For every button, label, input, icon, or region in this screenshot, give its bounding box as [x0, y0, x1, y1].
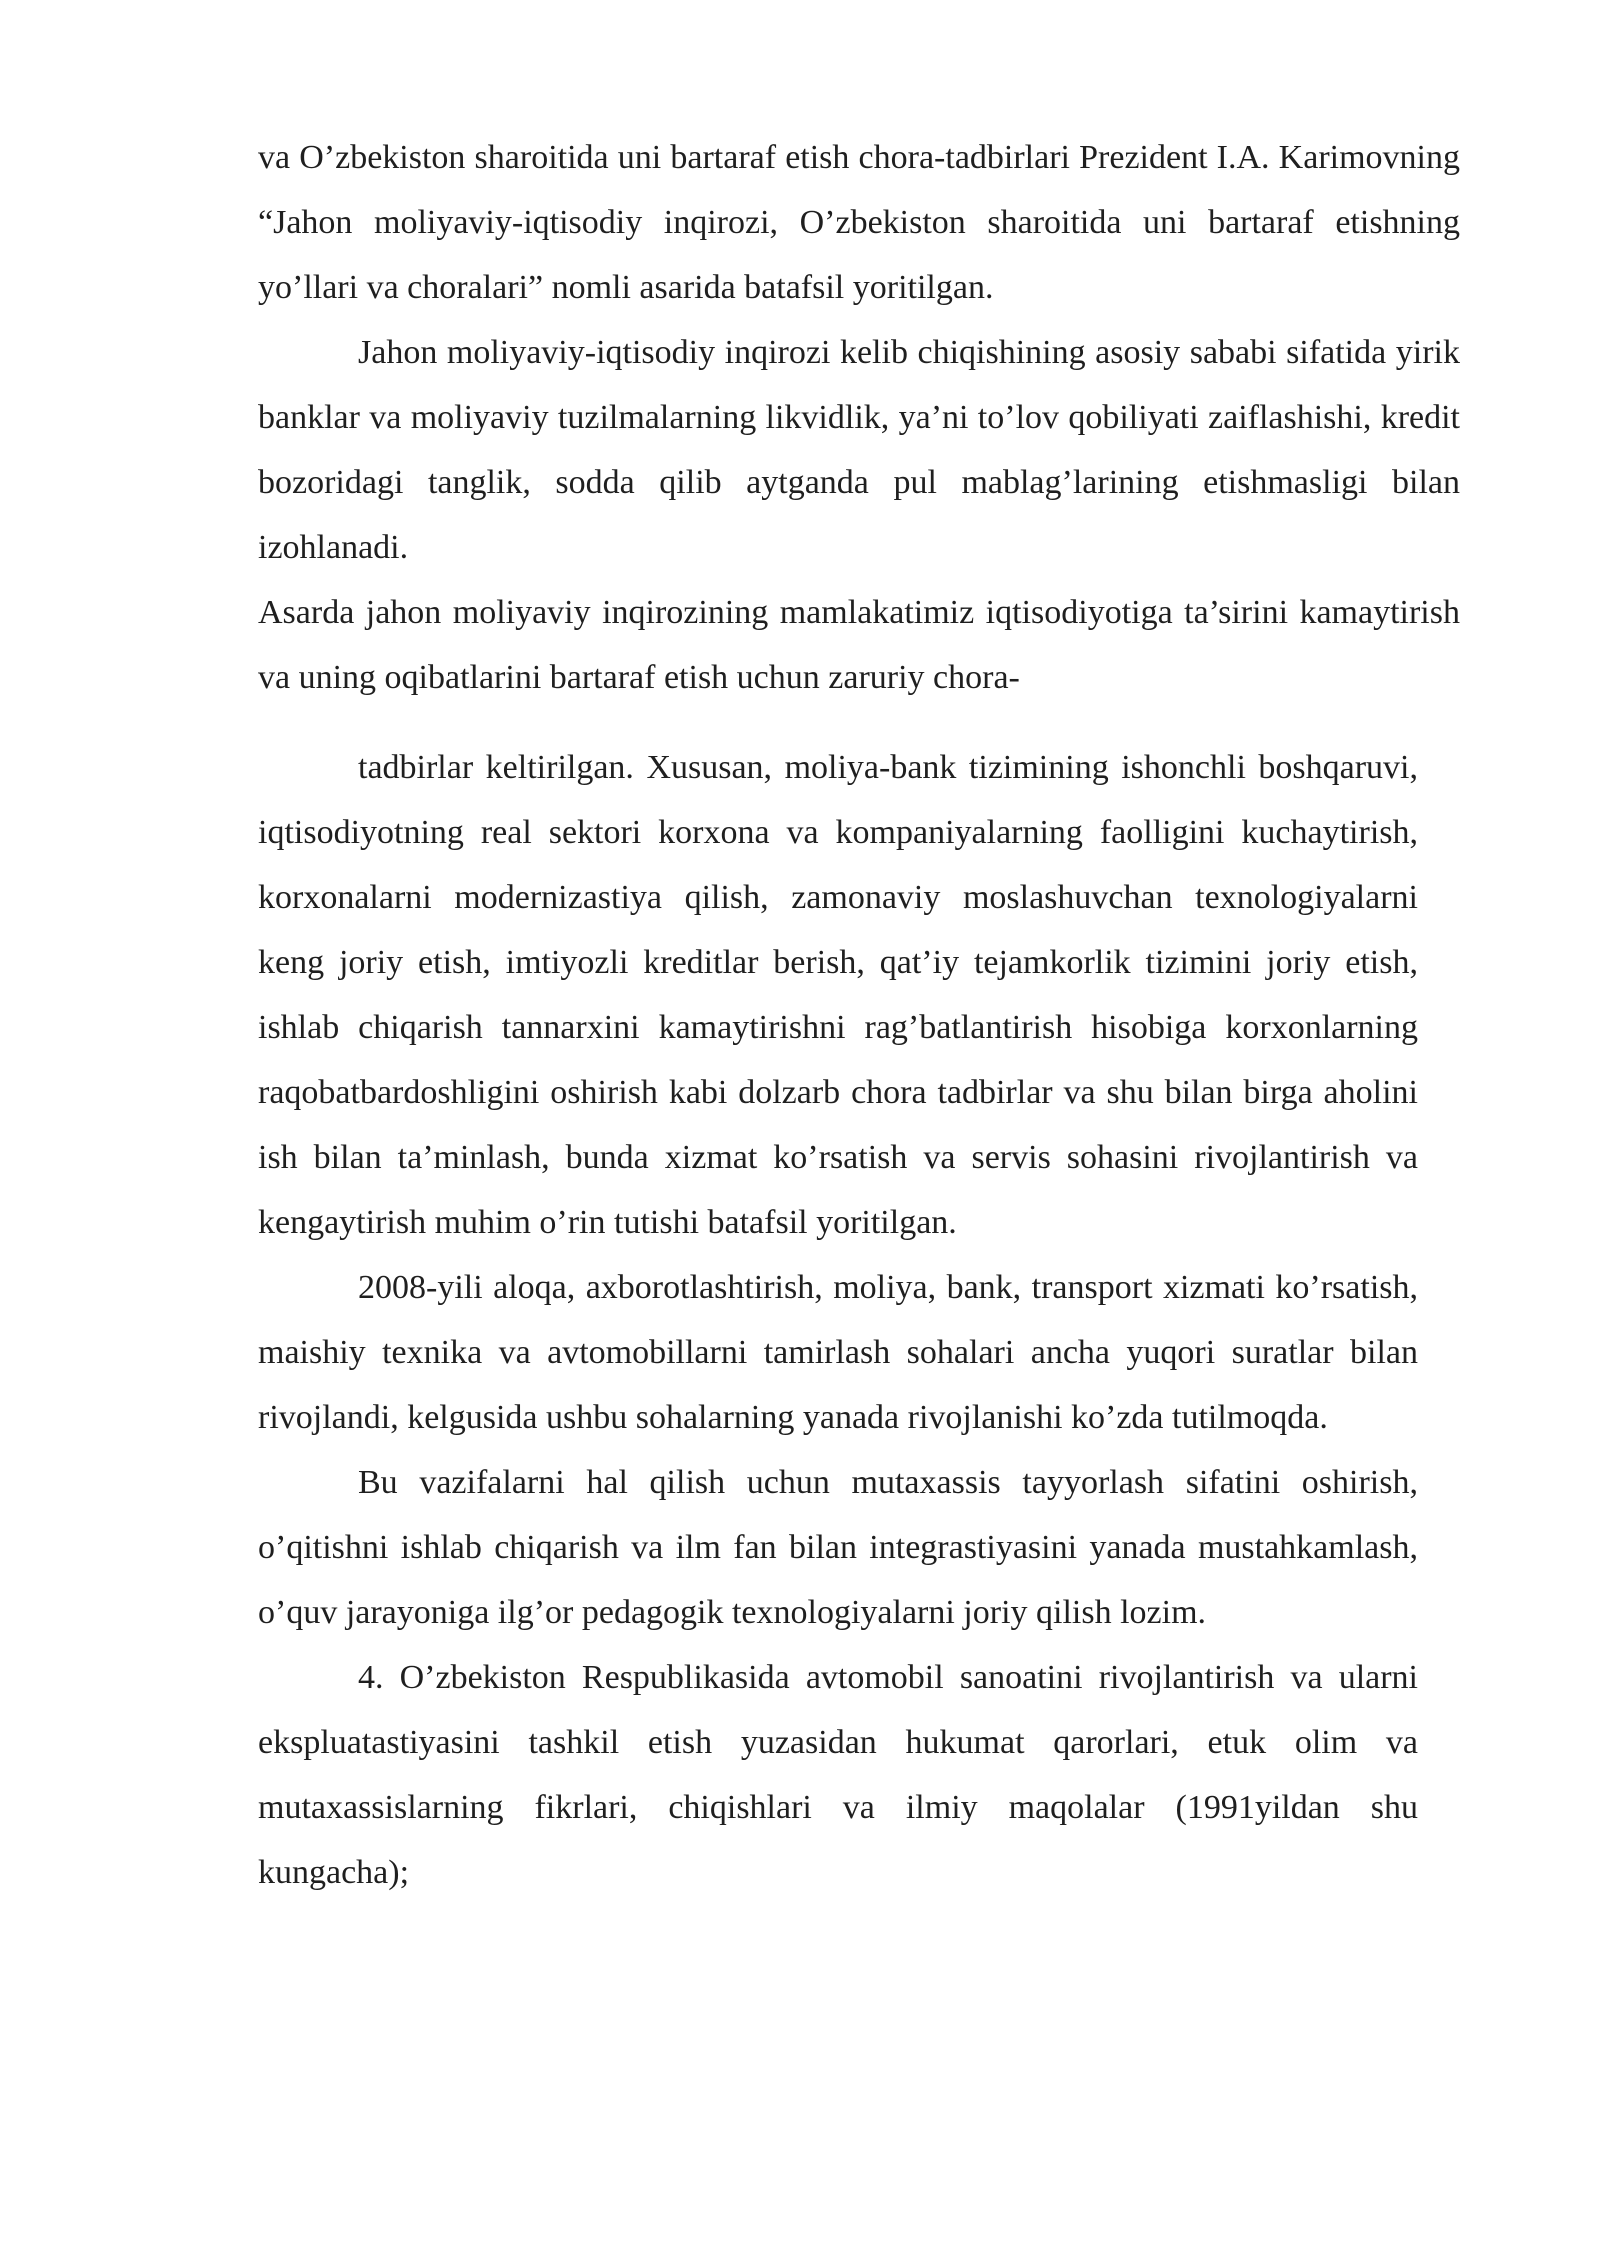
paragraph-crisis-cause: Jahon moliyaviy-iqtisodiy inqirozi kelib chiqishining asosiy sababi sifatida yirik banklar va moliyaviy tuzilmalarning likvidlik, ya’ni to’lov qobiliyati zaiflashishi, kredit bozoridagi tanglik, sodda qilib aytganda pul mablag’larining etishmasligi bilan izohlanadi.: [258, 334, 1460, 566]
text-block-lower: [258, 735, 1418, 1905]
paragraph-continuation: va O’zbekiston sharoitida uni bartaraf etish chora-tadbirlari Prezident I.A. Karimovning “Jahon moliyaviy-iqtisodiy inqirozi, O’zbekiston sharoitida uni bartaraf etishning yo’llari va choralari” nomli asarida batafsil yoritilgan.: [258, 139, 1460, 306]
paragraph-measures-intro: Asarda jahon moliyaviy inqirozining mamlakatimiz iqtisodiyotiga ta’sirini kamaytirish va uning oqibatlarini bartaraf etish uchun zaruriy chora-: [258, 594, 1460, 696]
paragraph-training-tasks: Bu vazifalarni hal qilish uchun mutaxassis tayyorlash sifatini oshirish, o’qitishni ishlab chiqarish va ilm fan bilan integrastiyasini yanada mustahkamlash, o’quv jarayoniga ilg’or pedagogik texnologiyalarni joriy qilish lozim.: [258, 1464, 1418, 1631]
paragraph-measures-detail: tadbirlar keltirilgan. Xususan, moliya-bank tizimining ishonchli boshqaruvi, iqtisodiyotning real sektori korxona va kompaniyalarning faolligini kuchaytirish, korxonalarni modernizastiya qilish, zamonaviy moslashuvchan texnologiyalarni keng joriy etish, imtiyozli kreditlar berish, qat’iy tejamkorlik tizimini joriy etish, ishlab chiqarish tannarxini kamaytirishni rag’batlantirish hisobiga korxonlarning raqobatbardoshligini oshirish kabi dolzarb chora tadbirlar va shu bilan birga aholini ish bilan ta’minlash, bunda xizmat ko’rsatish va servis sohasini rivojlantirish va kengaytirish muhim o’rin tutishi batafsil yoritilgan.: [258, 749, 1418, 1241]
paragraph-list-item-4: 4. O’zbekiston Respublikasida avtomobil sanoatini rivojlantirish va ularni ekspluatastiyasini tashkil etish yuzasidan hukumat qarorlari, etuk olim va mutaxassislarning fikrlari, chiqishlari va ilmiy maqolalar (1991yildan shu kungacha);: [258, 1659, 1418, 1891]
paragraph-2008-growth: 2008-yili aloqa, axborotlashtirish, moliya, bank, transport xizmati ko’rsatish, maishiy texnika va avtomobillarni tamirlash sohalari ancha yuqori suratlar bilan rivojlandi, kelgusida ushbu sohalarning yanada rivojlanishi ko’zda tutilmoqda.: [258, 1269, 1418, 1436]
text-block-upper: [258, 125, 1460, 710]
